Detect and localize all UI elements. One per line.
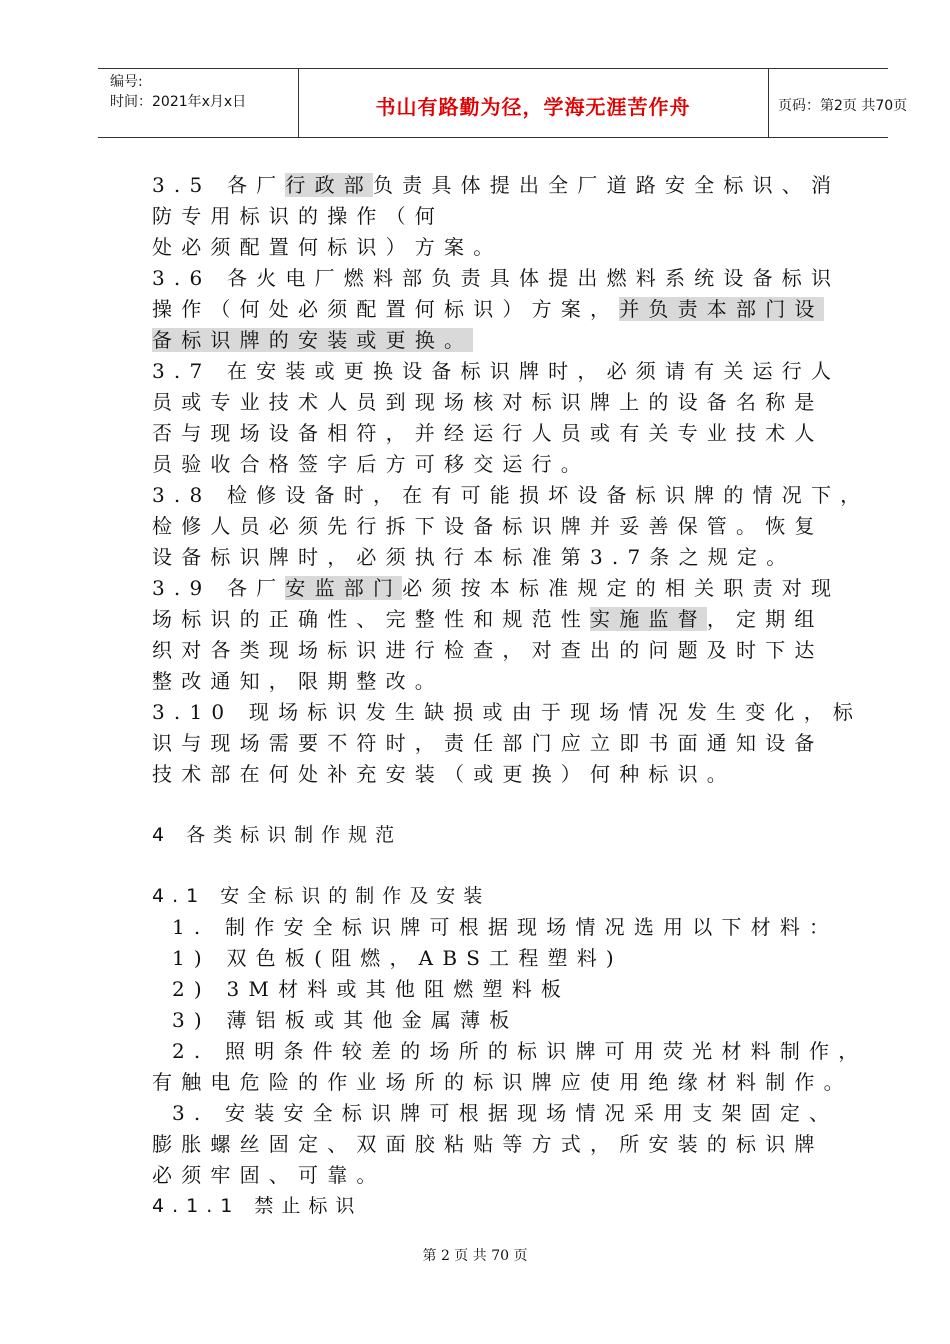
text-line: 员验收合格签字后方可移交运行。 [152, 452, 590, 476]
text-line: 识与现场需要不符时，责任部门应立即书面通知设备 [152, 731, 824, 755]
text-line: 膨胀螺丝固定、双面胶粘贴等方式，所安装的标识牌 [152, 1132, 824, 1156]
list-item: 3) 薄铝板或其他金属薄板 [172, 1008, 519, 1032]
page-code: 页码：第2页 共70页 [778, 98, 908, 114]
subsection-heading: 4.1 安全标识的制作及安装 [152, 885, 491, 907]
text-line: 3.5 各厂行政部负责具体提出全厂道路安全标识、消 [152, 173, 841, 197]
header-page-cell [768, 69, 908, 137]
text-line: 否与现场设备相符，并经运行人员或有关专业技术人 [152, 421, 824, 445]
text-line: 技术部在何处补充安装（或更换）何种标识。 [152, 762, 736, 786]
text-line [152, 325, 842, 356]
text-line: 整改通知，限期整改。 [152, 669, 444, 693]
highlight: 备标识牌的安装或更换。 [152, 328, 474, 352]
text-line: 处必须配置何标识）方案。 [152, 235, 503, 259]
highlight: 并负责本部门设 [619, 297, 824, 321]
highlight: 行政部 [285, 173, 373, 197]
text-line: 有触电危险的作业场所的标识牌应使用绝缘材料制作。 [152, 1070, 853, 1094]
header-meta-cell [98, 69, 299, 137]
page-footer: 第 2 页 共 70 页 [422, 1248, 528, 1264]
text-line: 3. 安装安全标识牌可根据现场情况采用支架固定、 [172, 1101, 839, 1125]
text-line: 3.8 检修设备时，在有可能损坏设备标识牌的情况下， [152, 483, 870, 507]
text-line: 3.6 各火电厂燃料部负责具体提出燃料系统设备标识 [152, 266, 841, 290]
text-line: 织对各类现场标识进行检查，对查出的问题及时下达 [152, 638, 824, 662]
list-item: 1) 双色板(阻燃，ABS工程塑料) [172, 946, 623, 970]
time-label: 时间：2021年x月x日 [110, 94, 247, 110]
text-line: 操作（何处必须配置何标识）方案，并负责本部门设 [152, 297, 824, 321]
text-line: 场标识的正确性、完整性和规范性实施监督，定期组 [152, 607, 824, 631]
spacer [152, 790, 842, 820]
header-motto-cell [298, 69, 769, 137]
code-label: 编号: [110, 74, 143, 90]
text-line: 1. 制作安全标识牌可根据现场情况选用以下材料： [172, 915, 839, 939]
text-line: 检修人员必须先行拆下设备标识牌并妥善保管。恢复 [152, 514, 824, 538]
spacer [152, 851, 842, 881]
text-line: 员或专业技术人员到现场核对标识牌上的设备名称是 [152, 390, 824, 414]
motto: 书山有路勤为径，学海无涯苦作舟 [375, 95, 691, 119]
section-heading: 4 各类标识制作规范 [152, 824, 403, 846]
subsection-heading: 4.1.1 禁止标识 [152, 1195, 363, 1217]
highlight: 实施监督 [590, 607, 707, 631]
text-line: 3.7 在安装或更换设备标识牌时，必须请有关运行人 [152, 359, 841, 383]
document-body [152, 170, 870, 1222]
text-line: 设备标识牌时，必须执行本标准第3.7条之规定。 [152, 545, 796, 569]
text-line: 防专用标识的操作（何 [152, 204, 444, 228]
text-line: 2. 照明条件较差的场所的标识牌可用荧光材料制作， [172, 1039, 868, 1063]
text-line: 3.9 各厂安监部门必须按本标准规定的相关职责对现 [152, 576, 841, 600]
page-header [98, 68, 908, 138]
list-item: 2) 3M材料或其他阻燃塑料板 [172, 977, 571, 1001]
text-line: 必须牢固、可靠。 [152, 1163, 386, 1187]
text-line: 3.10 现场标识发生缺损或由于现场情况发生变化，标 [152, 700, 863, 724]
highlight: 安监部门 [285, 576, 403, 600]
